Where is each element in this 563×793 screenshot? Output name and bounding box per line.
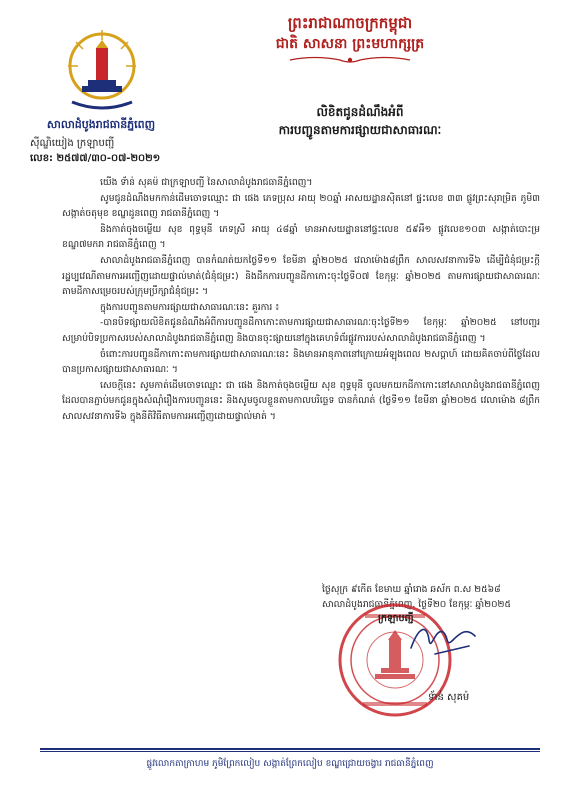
- body-paragraph-4: សាលាដំបូងរាជធានីភ្នំពេញ បានកំណត់យកថ្ងៃទី១១ ខែមីនា ឆ្នាំ២០២៥ វេលាម៉ោង៨ព្រឹក សាលសវនាការទី៦ ដើម្បីជំនុំជម្រះក្ដីរដ្ឋប្បវេណីតាមការអញ្ជើញដោយផ្ទាល់មាត់(ជំនុំជម្រះ) និងដឹកការបញ្ជូនដីកាកោះចុះថ្ងៃទី០៧ ខែកុម្ភៈ ឆ្នាំ២០២៥ តាមការផ្សាយជាសាធារណៈ តាមដីកាសម្រេចរបស់ក្រុមប្រឹក្សាជំនុំជម្រះ ។: [62, 254, 540, 298]
- court-name: សាលាដំបូងរាជធានីភ្នំពេញ: [46, 118, 156, 131]
- signer-name: ទ័ាន់ សុគម៉: [428, 692, 470, 703]
- body-paragraph-1: យើង ទ័ាន់ សុគម៉ ជាក្រឡាបញ្ជី នៃសាលាដំបូងរាជធានីភ្នំពេញ។: [100, 177, 313, 188]
- body-paragraph-8: សេចក្ដីនេះ សូមកាត់ដើមចោទឈ្មោះ ជា ផេង និងកាត់ចុងចម្លើយ សុខ ពុទ្ធមុនី ចូលមកយកដីកាកោះនៅសាលាដំបូងរាជធានីភ្នំពេញ ដែលបានភ្ជាប់មកជូនក្នុងសំណុំរឿងការបញ្ជូននេះ និងសូមចូលខ្លួនតាមកាលបរិច្ឆេទ បានកំណត់ (ថ្ងៃទី១១ ខែមីនា ឆ្នាំ២០២៥ វេលាម៉ោង ៨ព្រឹក សាលសវនាការទី៦ ក្នុងនីតិវិធីតាមការអញ្ជើញដោយផ្ទាល់មាត់ ។: [62, 379, 540, 422]
- footer-address: ផ្លូវលោកតាក្រាហម ភូមិព្រែកលៀប សង្កាត់ព្រែកលៀប ខណ្ឌជ្រោយចង្វារ រាជធានីភ្នំពេញ: [146, 759, 434, 769]
- solar-date: សាលាដំបូងរាជធានីភ្នំពេញ, ថ្ងៃទី២០ ខែកុម្ភៈ ឆ្នាំ២០២៥: [322, 599, 511, 610]
- ornament-divider: [285, 54, 415, 66]
- body-paragraph-3: និងកាត់ចុងចម្លើយ សុខ ពុទ្ធមុនី ភេទស្រី អាយុ ៤៨ឆ្នាំ មានអាសយដ្ឋាននៅផ្ទះលេខ ៥៩អឺ១ ផ្លូវលេខ១០៣ សង្កាត់បោះម្រ ខណ្ឌ៧មករា រាជធានីភ្នំពេញ ។: [62, 223, 540, 251]
- body-paragraph-5: ក្នុងការបញ្ជូនតាមការផ្សាយជាសាធារណៈនេះ គួរការ ៖: [100, 301, 280, 313]
- body-paragraph-2: សូមជូនដំណឹងមកកាន់ដើមចោទឈ្មោះ ជា ផេង ភេទប្រុស អាយុ ២០ឆ្នាំ អាសយដ្ឋានស៊ិតនៅ ផ្ទះលេខ ៣៣ ផ្លូវព្រះសុរាម្រិត ភូមិ៣ សង្កាត់ចតុមុខ ខណ្ឌដូនពេញ រាជធានីភ្នំពេញ ។: [62, 192, 540, 220]
- national-motto: ជាតិ សាសនា ព្រះមហាក្សត្រ: [275, 36, 425, 52]
- lunar-date: ថ្ងៃសុក្រ ៩កើត ខែមាឃ ឆ្នាំរោង ឆស័ក ព.ស ២៥៦៨: [322, 584, 501, 595]
- letterhead: [180, 12, 520, 66]
- body-paragraph-7: ចំពោះការបញ្ជូនដីកាកោះតាមការផ្សាយជាសាធារណៈនេះ និងមានអានុភាពនៅក្រោយអំឡុងពេល ២សប្ដាហ៍ ដោយគិតចាប់ពីថ្ងៃដែលបានប្រកាសផ្សាយជាសាធារណៈ ។: [62, 348, 540, 376]
- handwritten-signature: [405, 618, 485, 662]
- title-line-2: ការបញ្ជូនតាមការផ្សាយជាសាធារណៈ: [278, 123, 442, 137]
- title-line-1: លិខិតជូនដំណឹងអំពី: [316, 105, 404, 119]
- footer-divider-thin: [40, 751, 540, 752]
- reference-number: លេខ: ២៥៧៧/៣០-០៧-២០២១: [30, 153, 161, 164]
- kingdom-heading: ព្រះរាជាណាចក្រកម្ពុជា: [287, 14, 413, 32]
- document-title: [210, 103, 510, 139]
- secretariat-label: ស៊ីណ្ឌិយៀង ក្រឡាបញ្ជី: [30, 138, 115, 149]
- body-paragraph-6: -បានបិទផ្សាយលិខិតជូនដំណឹងអំពីការបញ្ជូនដីកាកោះតាមការផ្សាយជាសាធារណៈចុះថ្ងៃទី២១ ខែកុម្ភៈ ឆ្នាំ២០២៥ នៅបញ្ជរសម្រាប់បិទប្រកាសរបស់សាលាដំបូងរាជធានីភ្នំពេញ និងបានចុះផ្សាយនៅក្នុងគេហទំព័រផ្លូវការរបស់សាលាដំបូងរាជធានីភ្នំពេញ ។: [62, 317, 540, 344]
- letter-body: [62, 175, 540, 425]
- footer-divider: [40, 748, 540, 750]
- court-emblem-logo: [62, 24, 142, 116]
- signer-title: ក្រឡាបញ្ជី: [378, 613, 414, 624]
